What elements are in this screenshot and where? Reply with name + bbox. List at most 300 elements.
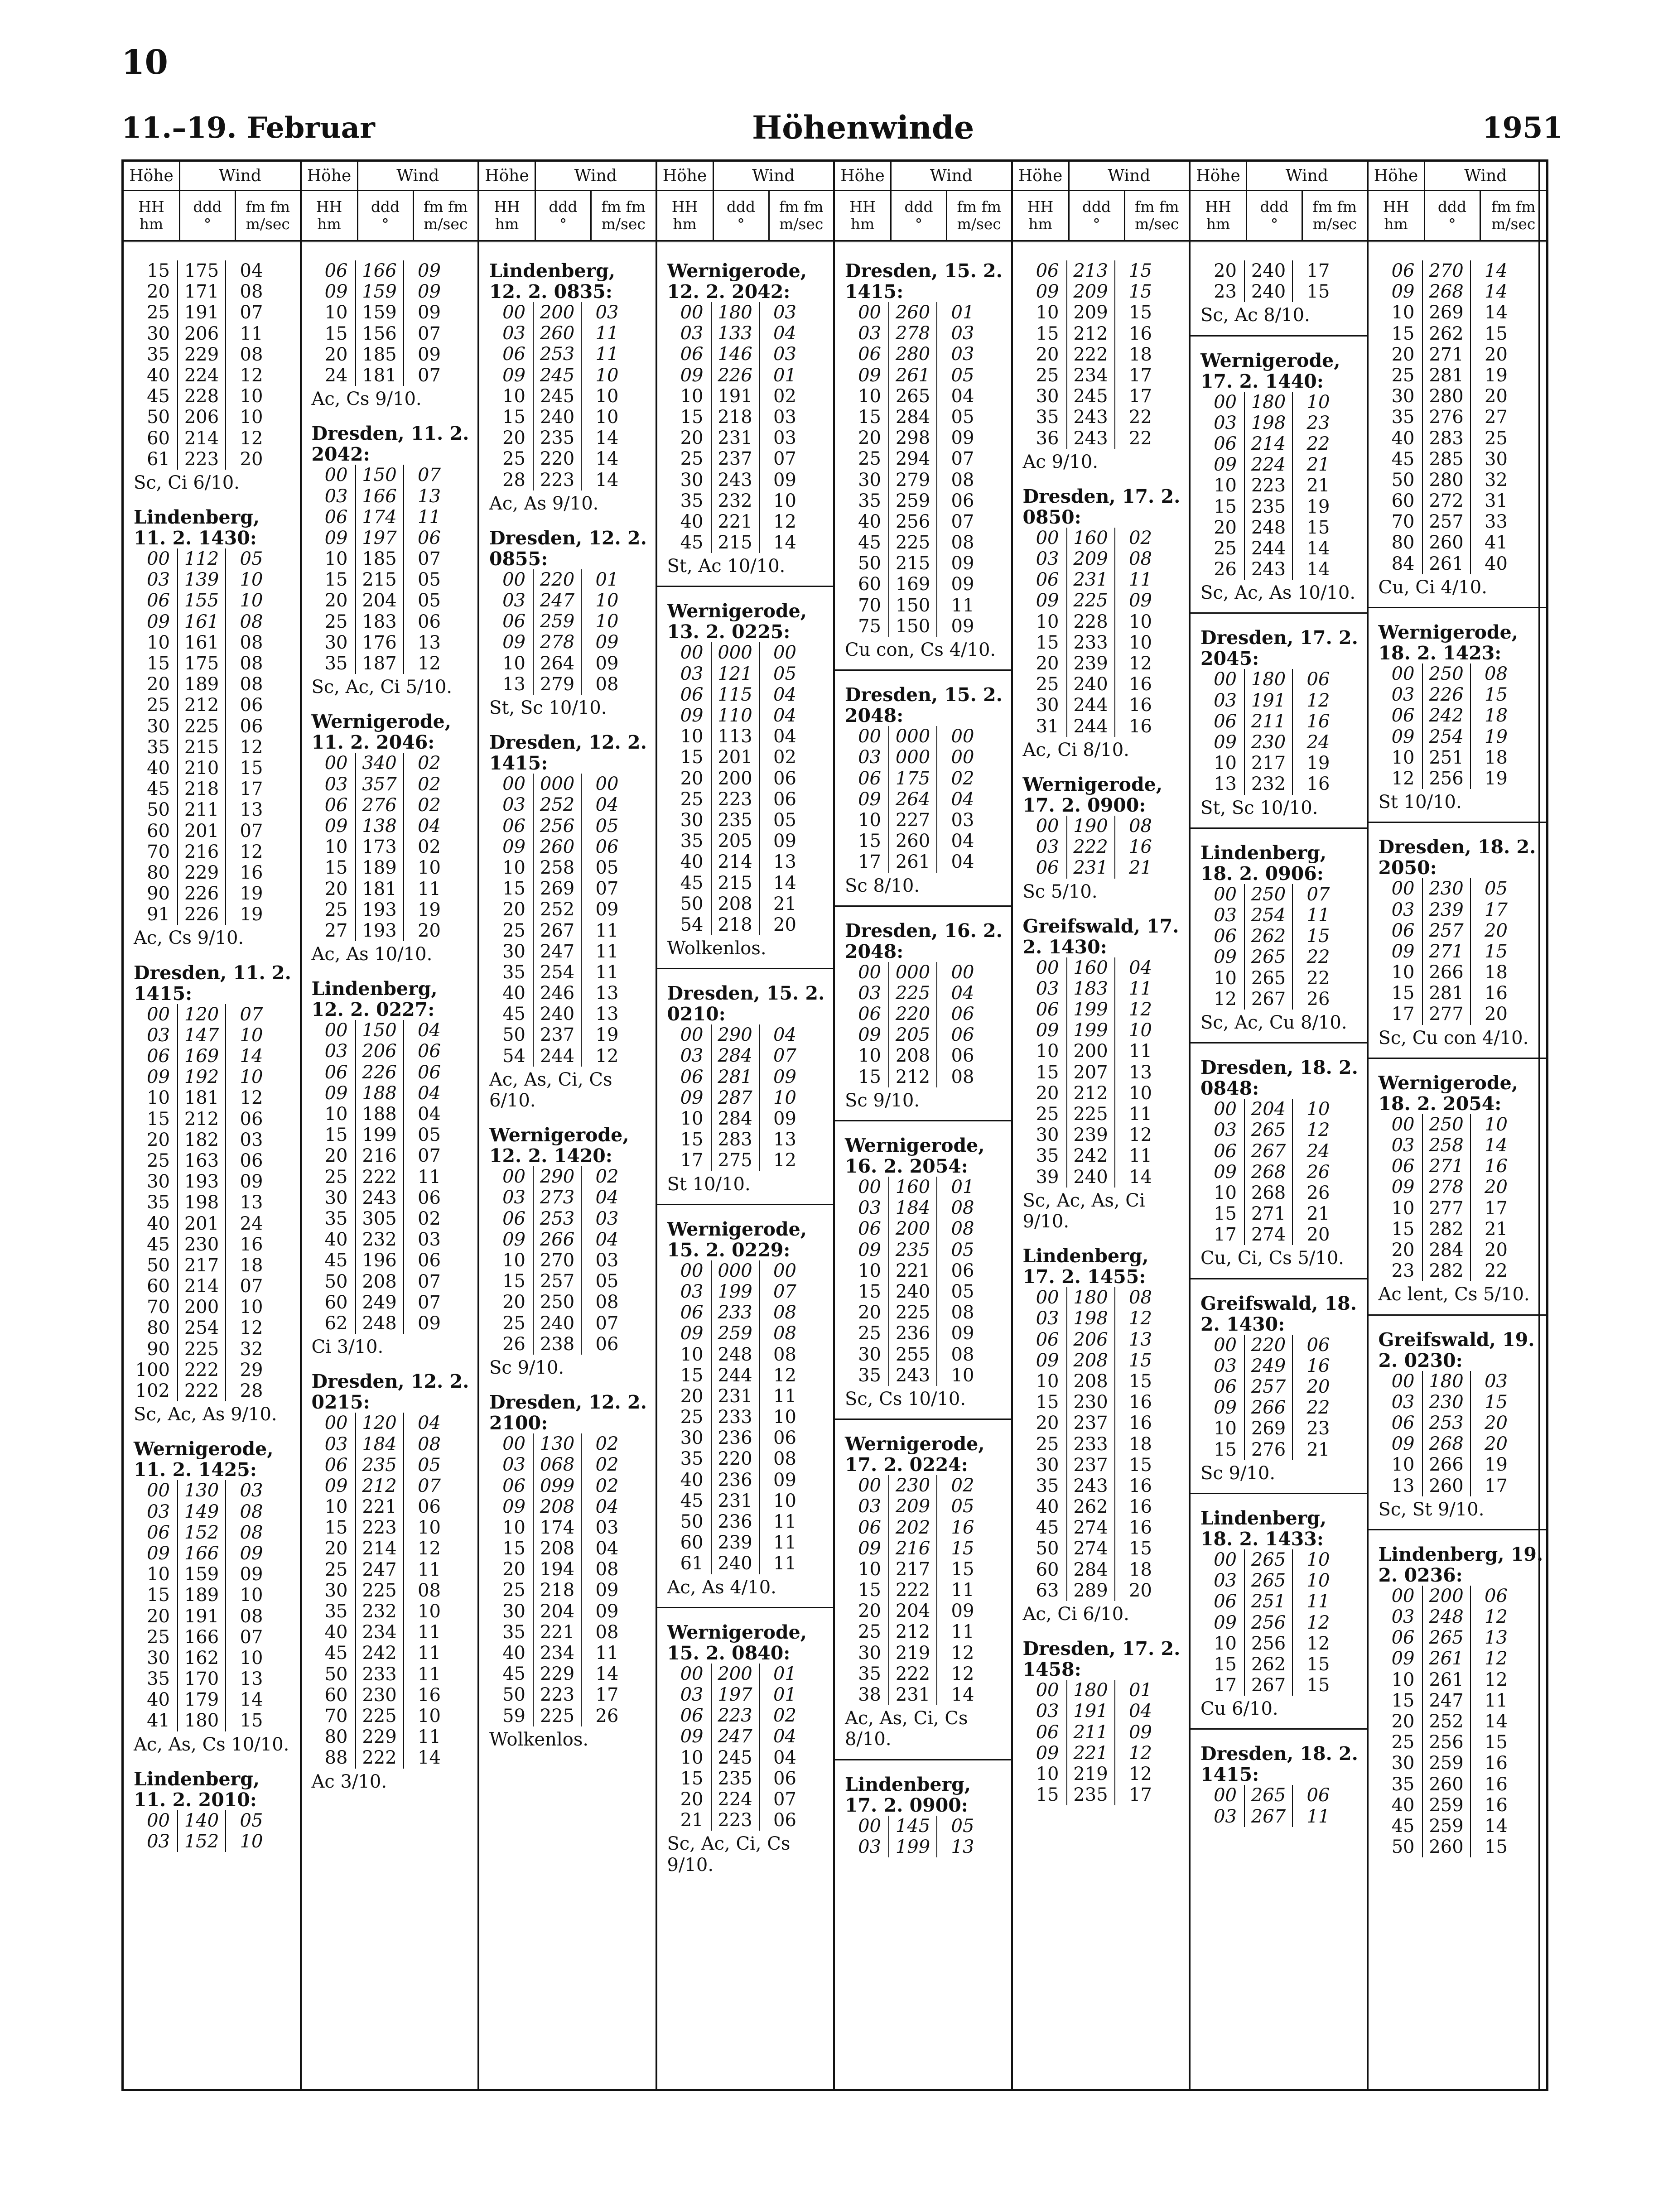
direction-cell: 274: [1066, 1538, 1114, 1559]
table-row: [1020, 1145, 1186, 1166]
height-cell: 09: [1036, 1742, 1059, 1764]
height-cell: 15: [147, 1108, 170, 1130]
direction-cell: 230: [1244, 732, 1292, 753]
table-row: [665, 894, 831, 914]
table-row: [1198, 1418, 1364, 1439]
direction-cell: 181: [177, 1087, 225, 1108]
height-cell: 00: [680, 1260, 704, 1281]
direction-cell: 222: [1066, 344, 1114, 365]
speed-cell: 19: [1470, 726, 1522, 747]
height-cell: 50: [1036, 1538, 1059, 1559]
height-cell: 61: [680, 1553, 704, 1574]
height-cell: 00: [502, 1166, 525, 1188]
table-row: [487, 674, 653, 695]
direction-cell: 267: [1244, 989, 1292, 1010]
direction-cell: 240: [1066, 674, 1114, 695]
table-row: [665, 323, 831, 344]
speed-cell: 10: [403, 1517, 455, 1538]
direction-cell: 240: [1066, 1167, 1114, 1188]
direction-cell: 249: [355, 1292, 403, 1313]
speed-cell: 05: [759, 664, 810, 684]
speed-cell: 06: [403, 1041, 455, 1062]
height-cell: 80: [1391, 532, 1415, 553]
direction-cell: 230: [1422, 1392, 1470, 1413]
direction-cell: 222: [1066, 837, 1114, 857]
height-cell: 25: [680, 1407, 704, 1428]
direction-cell: 130: [533, 1433, 581, 1454]
cloud-note: Sc, St 9/10.: [1378, 1499, 1485, 1520]
speed-cell: 07: [403, 323, 455, 344]
height-cell: 09: [1391, 1433, 1415, 1455]
height-cell: 10: [1214, 1418, 1237, 1439]
direction-cell: 224: [711, 1789, 759, 1810]
table-row: [487, 1187, 653, 1208]
speed-cell: 15: [1114, 1350, 1166, 1371]
height-cell: 00: [680, 642, 704, 664]
table-row: [131, 1810, 297, 1831]
direction-cell: 237: [1066, 1413, 1114, 1433]
direction-cell: 247: [1422, 1690, 1470, 1711]
direction-cell: 218: [711, 407, 759, 428]
speed-cell: 06: [1470, 1586, 1522, 1606]
table-row: [131, 1339, 297, 1360]
table-row: [842, 1816, 1008, 1837]
height-cell: 45: [147, 779, 170, 800]
height-cell: 06: [1214, 1140, 1237, 1162]
direction-cell: 180: [1066, 1287, 1114, 1308]
direction-cell: 171: [177, 281, 225, 302]
speed-cell: 10: [1114, 1083, 1166, 1104]
direction-cell: 225: [355, 1706, 403, 1726]
column-subheader-row: [124, 191, 300, 242]
direction-cell: 000: [711, 1260, 759, 1281]
height-cell: 00: [858, 962, 881, 983]
speed-cell: 03: [936, 810, 988, 831]
height-cell: 03: [147, 1831, 170, 1852]
table-row: [1020, 1392, 1186, 1413]
direction-cell: 225: [888, 532, 936, 553]
direction-cell: 189: [177, 1585, 225, 1606]
direction-cell: 235: [711, 1768, 759, 1789]
height-cell: 00: [858, 726, 881, 747]
speed-cell: 15: [1114, 302, 1166, 323]
height-cell: 30: [502, 1601, 525, 1622]
table-row: [1376, 747, 1544, 768]
speed-cell: 22: [1292, 1397, 1344, 1418]
cloud-note: Ac lent, Cs 5/10.: [1378, 1284, 1530, 1305]
direction-cell: 217: [1244, 753, 1292, 774]
direction-cell: 266: [1422, 962, 1470, 983]
table-row: [131, 1831, 297, 1852]
height-cell: 60: [324, 1292, 348, 1313]
height-cell: 20: [1391, 344, 1415, 365]
height-cell: 25: [1036, 1104, 1059, 1125]
table-row: [665, 914, 831, 935]
table-row: [131, 1234, 297, 1255]
height-cell: 06: [324, 1062, 348, 1083]
height-cell: 40: [1036, 1496, 1059, 1518]
height-cell: 50: [147, 799, 170, 821]
height-cell: 10: [1391, 1454, 1415, 1476]
header-ddd: [714, 191, 770, 240]
direction-cell: 213: [1066, 260, 1114, 281]
height-cell: 10: [1391, 747, 1415, 768]
table-row: [665, 386, 831, 407]
direction-cell: 216: [355, 1145, 403, 1166]
table-row: [1198, 1612, 1364, 1633]
table-row: [131, 1606, 297, 1627]
table-row: [1020, 999, 1186, 1020]
direction-cell: 220: [711, 1448, 759, 1469]
table-row: [665, 664, 831, 684]
table-row: [487, 774, 653, 794]
table-row: [842, 1643, 1008, 1664]
speed-cell: 15: [1292, 281, 1344, 302]
table-row: [1020, 1062, 1186, 1083]
height-cell: 06: [1214, 433, 1237, 454]
header-wind: Wind: [574, 166, 617, 185]
height-cell: 06: [858, 1004, 881, 1025]
cloud-note: Sc, Ac, Ci 5/10.: [311, 677, 453, 698]
height-cell: 70: [324, 1705, 348, 1726]
speed-cell: 05: [936, 1240, 988, 1260]
station-heading: Wernigerode, 17. 2. 0900:: [1022, 773, 1163, 816]
table-row: [1020, 281, 1186, 302]
height-cell: 25: [324, 611, 348, 632]
station-heading: Dresden, 12. 2. 2100:: [489, 1391, 647, 1434]
direction-cell: 214: [177, 428, 225, 449]
direction-cell: 200: [888, 1218, 936, 1239]
table-row: [1376, 365, 1544, 386]
height-cell: 00: [1391, 1114, 1415, 1135]
direction-cell: 236: [711, 1428, 759, 1448]
direction-cell: 268: [1244, 1183, 1292, 1203]
speed-cell: 13: [759, 1129, 810, 1150]
speed-cell: 09: [759, 1108, 810, 1129]
table-row: [487, 1664, 653, 1684]
direction-cell: 261: [1422, 553, 1470, 574]
direction-cell: 278: [888, 323, 936, 344]
table-row: [842, 386, 1008, 407]
height-cell: 09: [858, 1239, 881, 1260]
direction-cell: 244: [533, 1046, 581, 1067]
block-separator: [835, 1759, 1011, 1760]
height-cell: 06: [502, 611, 525, 632]
table-row: [1376, 260, 1544, 281]
height-cell: 50: [1391, 469, 1415, 490]
column-header-row: [1369, 162, 1547, 191]
speed-cell: 17: [1114, 365, 1166, 386]
height-cell: 36: [1036, 428, 1059, 449]
height-cell: 00: [502, 774, 525, 795]
direction-cell: 247: [533, 941, 581, 962]
speed-cell: 23: [1292, 1418, 1344, 1439]
direction-cell: 253: [1422, 1413, 1470, 1433]
direction-cell: 250: [533, 1292, 581, 1313]
direction-cell: 245: [533, 365, 581, 386]
table-row: [309, 302, 475, 323]
direction-cell: 205: [711, 831, 759, 851]
table-column: [1013, 162, 1191, 2089]
table-row: [1020, 674, 1186, 695]
column-subheader-row: [1191, 191, 1367, 242]
station-heading: Lindenberg, 17. 2. 1455:: [1022, 1245, 1149, 1288]
table-row: [309, 1188, 475, 1208]
column-header-row: [1013, 162, 1189, 191]
speed-cell: 32: [1470, 470, 1522, 490]
height-cell: 06: [1214, 1376, 1237, 1398]
speed-cell: 10: [225, 569, 277, 590]
speed-cell: 10: [759, 1087, 810, 1108]
speed-cell: 17: [1292, 260, 1344, 281]
direction-cell: 189: [177, 674, 225, 695]
direction-cell: 183: [355, 611, 403, 632]
direction-cell: 258: [533, 857, 581, 878]
height-cell: 06: [1391, 1156, 1415, 1177]
speed-cell: 11: [581, 920, 632, 941]
height-cell: 30: [680, 469, 704, 490]
height-cell: 03: [324, 774, 348, 795]
height-cell: 00: [858, 1475, 881, 1496]
table-row: [1198, 774, 1364, 794]
header-fmfm-label: fm fm: [601, 198, 646, 216]
direction-cell: 232: [711, 490, 759, 511]
direction-cell: 259: [1422, 1753, 1470, 1774]
speed-cell: 04: [403, 1413, 455, 1433]
table-row: [1376, 1816, 1544, 1837]
header-hoehe: Höhe: [479, 162, 536, 190]
direction-cell: 235: [711, 810, 759, 831]
table-row: [1376, 664, 1544, 684]
height-cell: 25: [1391, 365, 1415, 386]
table-row: [1020, 1722, 1186, 1743]
speed-cell: 03: [759, 428, 810, 448]
speed-cell: 15: [1470, 1837, 1522, 1857]
table-row: [487, 878, 653, 899]
header-hh: [1369, 191, 1425, 240]
height-cell: 13: [502, 673, 525, 695]
height-cell: 70: [147, 1297, 170, 1318]
cloud-note: St 10/10.: [1378, 792, 1462, 813]
direction-cell: 204: [533, 1601, 581, 1622]
header-hoehe: Höhe: [657, 162, 714, 190]
header-hh-label: HH: [671, 198, 698, 216]
height-cell: 30: [324, 1187, 348, 1208]
cloud-note: Sc, Ac, Cu 8/10.: [1200, 1012, 1347, 1033]
speed-cell: 15: [1470, 323, 1522, 344]
speed-cell: 08: [403, 1580, 455, 1601]
table-row: [1376, 407, 1544, 428]
speed-cell: 11: [403, 1643, 455, 1664]
height-cell: 25: [324, 899, 348, 920]
speed-cell: 04: [581, 794, 632, 815]
speed-cell: 12: [1470, 1606, 1522, 1627]
direction-cell: 215: [711, 873, 759, 894]
table-row: [309, 260, 475, 281]
direction-cell: 268: [1244, 1162, 1292, 1183]
direction-cell: 208: [533, 1538, 581, 1559]
direction-cell: 188: [355, 1104, 403, 1125]
table-row: [842, 616, 1008, 637]
table-row: [131, 1255, 297, 1276]
speed-cell: 15: [1470, 941, 1522, 962]
speed-cell: 08: [936, 532, 988, 553]
direction-cell: 199: [1066, 999, 1114, 1020]
direction-cell: 228: [177, 386, 225, 407]
speed-cell: 04: [403, 1083, 455, 1104]
height-cell: 10: [858, 385, 881, 407]
direction-cell: 000: [533, 774, 581, 794]
table-row: [131, 1501, 297, 1522]
table-row: [309, 323, 475, 344]
speed-cell: 04: [403, 1104, 455, 1125]
height-cell: 09: [680, 1323, 704, 1344]
speed-cell: 17: [1470, 1198, 1522, 1219]
speed-cell: 18: [1114, 1434, 1166, 1455]
table-row: [665, 873, 831, 894]
direction-cell: 150: [355, 465, 403, 486]
height-cell: 20: [1036, 653, 1059, 674]
header-hm-unit: hm: [673, 215, 697, 233]
height-cell: 41: [147, 1710, 170, 1731]
height-cell: 03: [1036, 978, 1059, 999]
height-cell: 03: [1391, 1606, 1415, 1628]
direction-cell: 222: [355, 1167, 403, 1188]
direction-cell: 110: [711, 705, 759, 726]
direction-cell: 138: [355, 816, 403, 837]
speed-cell: 09: [403, 302, 455, 323]
speed-cell: 02: [581, 1166, 632, 1187]
height-cell: 15: [1036, 323, 1059, 344]
height-cell: 09: [324, 1475, 348, 1496]
direction-cell: 235: [888, 1240, 936, 1260]
speed-cell: 09: [936, 616, 988, 637]
height-cell: 40: [858, 511, 881, 532]
height-cell: 00: [1214, 1785, 1237, 1806]
height-cell: 09: [680, 365, 704, 386]
height-cell: 06: [1036, 1329, 1059, 1350]
speed-cell: 10: [581, 407, 632, 428]
height-cell: 10: [502, 653, 525, 674]
height-cell: 10: [1036, 1370, 1059, 1392]
height-cell: 06: [502, 1475, 525, 1496]
speed-cell: 06: [1292, 1335, 1344, 1356]
table-row: [1376, 1260, 1544, 1281]
table-row: [1376, 726, 1544, 747]
speed-cell: 09: [759, 1067, 810, 1087]
height-cell: 06: [324, 506, 348, 528]
speed-cell: 10: [403, 857, 455, 878]
height-cell: 35: [1391, 407, 1415, 428]
speed-cell: 16: [1114, 1496, 1166, 1517]
speed-cell: 11: [759, 1532, 810, 1553]
height-cell: 50: [680, 893, 704, 914]
speed-cell: 13: [1470, 1627, 1522, 1648]
speed-cell: 07: [403, 1271, 455, 1292]
height-cell: 10: [1036, 1041, 1059, 1062]
table-row: [842, 1538, 1008, 1559]
speed-cell: 06: [403, 1496, 455, 1517]
height-cell: 10: [680, 385, 704, 407]
height-cell: 20: [680, 1789, 704, 1810]
table-row: [1376, 1392, 1544, 1413]
height-cell: 06: [1391, 705, 1415, 726]
table-row: [842, 851, 1008, 872]
speed-cell: 04: [581, 1229, 632, 1250]
height-cell: 45: [1391, 1815, 1415, 1837]
direction-cell: 173: [355, 837, 403, 857]
direction-cell: 264: [533, 653, 581, 674]
height-cell: 03: [858, 323, 881, 344]
direction-cell: 191: [177, 1606, 225, 1627]
table-row: [842, 1302, 1008, 1323]
height-cell: 20: [1214, 260, 1237, 281]
table-row: [1020, 1559, 1186, 1580]
speed-cell: 18: [1114, 344, 1166, 365]
header-fmfm-label: fm fm: [1312, 198, 1357, 216]
speed-cell: 06: [403, 1250, 455, 1271]
speed-cell: 10: [581, 590, 632, 611]
height-cell: 03: [1391, 1391, 1415, 1413]
speed-cell: 10: [759, 1407, 810, 1428]
cloud-note: Wolkenlos.: [667, 938, 767, 959]
height-cell: 06: [1214, 1591, 1237, 1612]
height-cell: 00: [858, 302, 881, 323]
height-cell: 23: [1214, 281, 1237, 303]
table-row: [1020, 407, 1186, 428]
table-row: [842, 1024, 1008, 1045]
header-ddd-label: ddd: [549, 198, 578, 216]
direction-cell: 284: [711, 1045, 759, 1066]
speed-cell: 09: [1114, 1722, 1166, 1743]
table-row: [131, 302, 297, 323]
station-heading: Wernigerode, 17. 2. 1440:: [1200, 349, 1340, 392]
height-cell: 15: [502, 1271, 525, 1292]
table-row: [665, 1087, 831, 1108]
direction-cell: 260: [1422, 532, 1470, 553]
direction-cell: 240: [533, 407, 581, 428]
height-cell: 00: [1214, 391, 1237, 413]
speed-cell: 06: [759, 1768, 810, 1789]
height-cell: 09: [502, 836, 525, 857]
speed-cell: 09: [225, 1543, 277, 1564]
cloud-note: Ac, Ci 8/10.: [1022, 739, 1129, 760]
speed-cell: 14: [1114, 1167, 1166, 1188]
speed-cell: 08: [936, 1067, 988, 1087]
direction-cell: 261: [888, 851, 936, 872]
height-cell: 00: [1036, 957, 1059, 978]
table-row: [665, 1810, 831, 1831]
cloud-note: Sc, Ac, As 9/10.: [134, 1404, 277, 1425]
table-row: [665, 428, 831, 448]
station-heading: Greifswald, 18. 2. 1430:: [1200, 1292, 1357, 1335]
height-cell: 15: [680, 747, 704, 768]
table-row: [1020, 957, 1186, 978]
header-hh-label: HH: [494, 198, 520, 216]
cloud-note: Sc, Cu con 4/10.: [1378, 1027, 1529, 1048]
height-cell: 03: [858, 747, 881, 768]
direction-cell: 252: [1422, 1711, 1470, 1732]
height-cell: 10: [324, 302, 348, 323]
speed-cell: 16: [1114, 837, 1166, 857]
height-cell: 30: [680, 809, 704, 831]
table-row: [665, 684, 831, 705]
speed-cell: 05: [581, 857, 632, 878]
height-cell: 10: [147, 632, 170, 653]
table-row: [487, 590, 653, 611]
direction-cell: 206: [1066, 1329, 1114, 1350]
table-row: [131, 1150, 297, 1171]
